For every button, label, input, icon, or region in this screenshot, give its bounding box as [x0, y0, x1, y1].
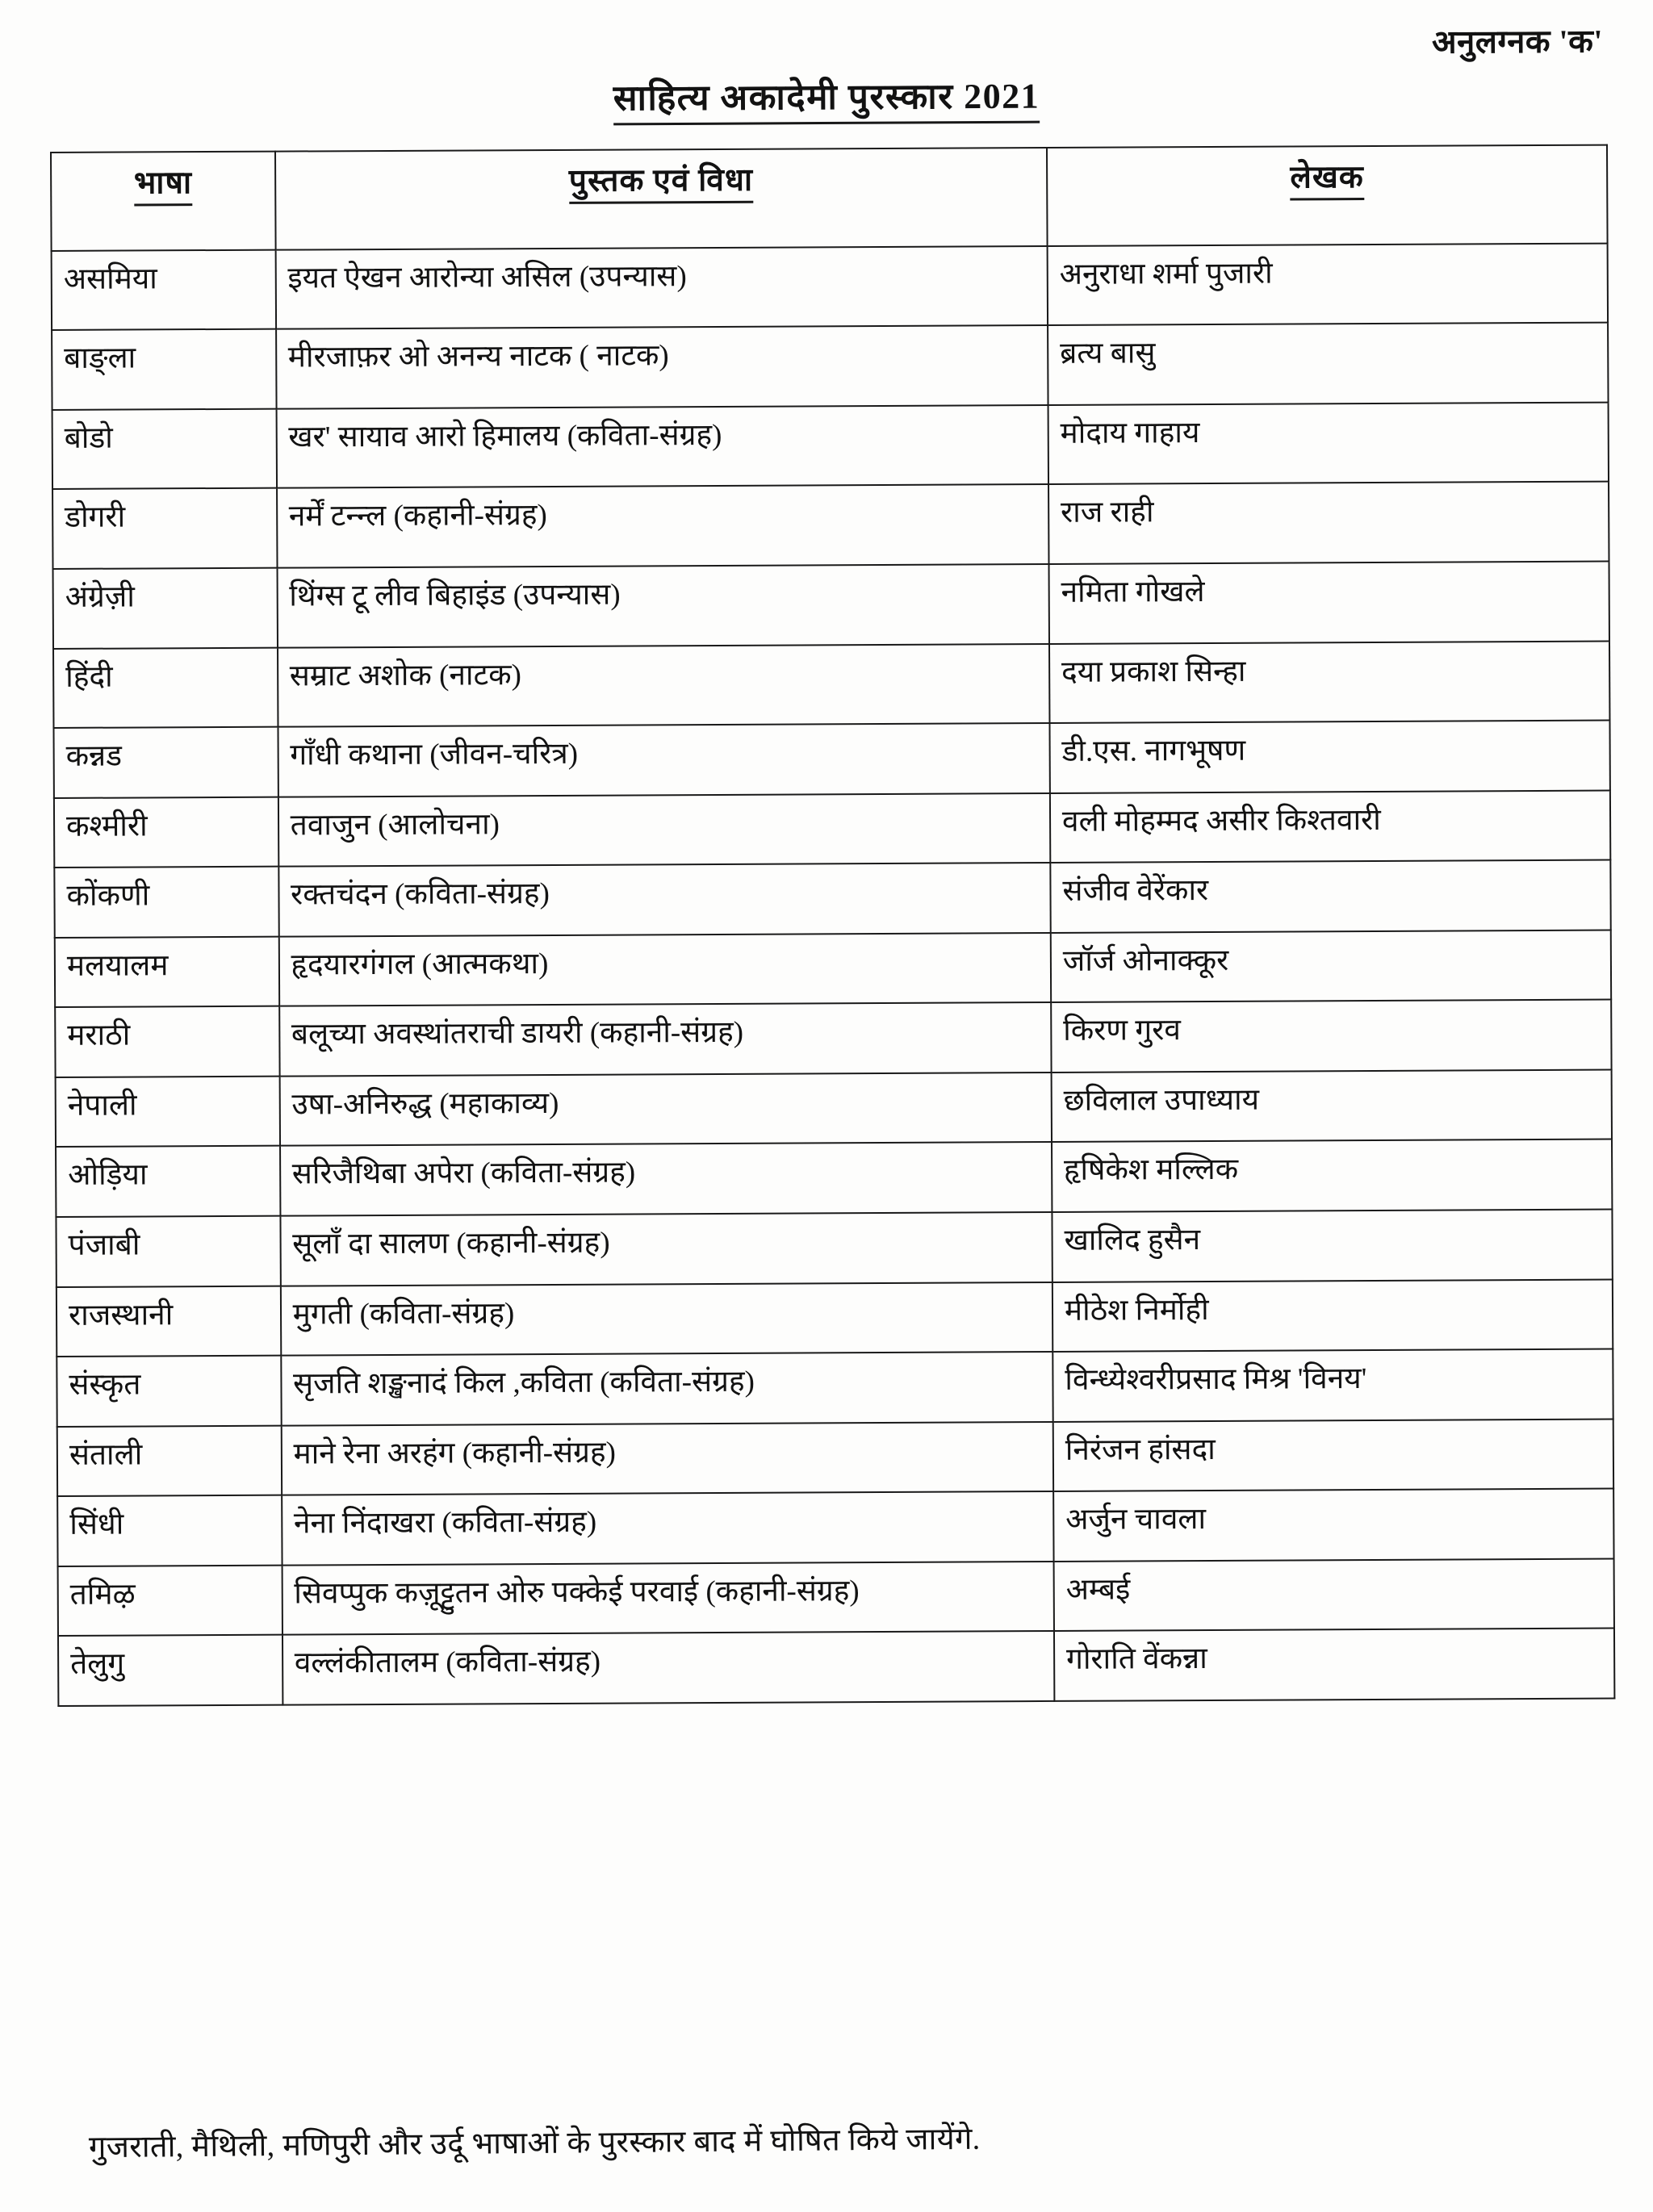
table-row	[52, 323, 1608, 410]
cell-author: किरण गुरव	[1051, 1000, 1612, 1073]
cell-language: हिंदी	[53, 647, 278, 728]
cell-book: सृजति शङ्खनादं किल ,कविता (कविता-संग्रह)	[281, 1352, 1053, 1425]
cell-author: वली मोहम्मद असीर किश्तवारी	[1050, 790, 1611, 863]
cell-author: मोदाय गाहाय	[1048, 403, 1609, 485]
cell-author: अम्बई	[1053, 1558, 1614, 1631]
cell-language: कश्मीरी	[54, 797, 278, 868]
page-title-container	[0, 67, 1653, 129]
cell-book: रक्तचंदन (कविता-संग्रह)	[278, 863, 1051, 936]
cell-language: तेलुगु	[58, 1635, 282, 1706]
table-row	[52, 482, 1609, 569]
cell-author: ब्रत्य बासु	[1048, 323, 1609, 405]
table-row	[57, 1489, 1613, 1566]
cell-language: कोंकणी	[54, 867, 278, 938]
table-row	[56, 1210, 1612, 1287]
cell-language: राजस्थानी	[56, 1286, 281, 1357]
cell-author: हृषिकेश मल्लिक	[1052, 1139, 1613, 1212]
cell-book: सरिजैथिबा अपेरा (कविता-संग्रह)	[280, 1142, 1052, 1215]
footnote-text: गुजराती, मैथिली, मणिपुरी और उर्दू भाषाओं के पुरस्कार बाद में घोषित किये जायेंगे.	[88, 2122, 981, 2165]
column-header-language-label: भाषा	[134, 165, 192, 206]
table-row	[53, 721, 1609, 798]
table-row	[56, 1069, 1612, 1147]
cell-author: गोराति वेंकन्ना	[1054, 1629, 1615, 1701]
cell-book: हृदयारगंगल (आत्मकथा)	[278, 933, 1051, 1006]
cell-language: असमिया	[52, 249, 276, 330]
annexure-label: अनुलग्नक 'क'	[1431, 23, 1604, 61]
table-row	[54, 860, 1610, 938]
cell-language: अंग्रेज़ी	[53, 568, 278, 649]
cell-language: तमिऴ	[58, 1565, 282, 1636]
table-row	[58, 1558, 1614, 1636]
table-row	[56, 1349, 1613, 1427]
cell-author: छविलाल उपाध्याय	[1051, 1069, 1612, 1142]
table-row	[58, 1629, 1614, 1706]
cell-book: सूलाँ दा सालण (कहानी-संग्रह)	[280, 1212, 1052, 1286]
cell-author: राज राही	[1048, 482, 1609, 564]
awards-table-container	[50, 144, 1615, 1707]
cell-language: बाङ्ला	[52, 329, 276, 410]
column-header-book-label: पुस्तक एवं विधा	[569, 163, 753, 204]
cell-author: नमिता गोखले	[1048, 562, 1609, 644]
cell-language: मलयालम	[55, 936, 279, 1007]
cell-book: मीरजाफ़र ओ अनन्य नाटक ( नाटक)	[276, 325, 1048, 408]
table-header	[51, 145, 1608, 251]
cell-book: नर्में टन्न्ल (कहानी-संग्रह)	[277, 484, 1049, 567]
cell-book: बलूच्या अवस्थांतराची डायरी (कहानी-संग्रह)	[279, 1002, 1052, 1076]
cell-author: डी.एस. नागभूषण	[1049, 721, 1610, 793]
cell-language: डोगरी	[52, 488, 277, 569]
cell-book: वल्लंकीतालम (कविता-संग्रह)	[282, 1631, 1055, 1704]
cell-author: निरंजन हांसदा	[1053, 1419, 1614, 1491]
column-header-author	[1047, 145, 1608, 246]
table-row	[55, 930, 1611, 1007]
cell-author: अर्जुन चावला	[1053, 1489, 1614, 1562]
cell-book: थिंग्स टू लीव बिहाइंड (उपन्यास)	[277, 564, 1049, 647]
table-body	[52, 243, 1615, 1705]
table-row	[52, 403, 1609, 490]
cell-book: उषा-अनिरुद्ध (महाकाव्य)	[279, 1073, 1052, 1146]
awards-table	[50, 144, 1615, 1707]
cell-book: इयत ऐखन आरोन्या असिल (उपन्यास)	[275, 246, 1048, 329]
cell-language: नेपाली	[56, 1076, 280, 1147]
cell-author: अनुराधा शर्मा पुजारी	[1047, 243, 1608, 325]
cell-author: संजीव वेरेंकार	[1050, 860, 1611, 933]
cell-author: दया प्रकाश सिन्हा	[1049, 641, 1610, 723]
cell-language: संस्कृत	[56, 1356, 281, 1427]
table-row	[55, 1000, 1611, 1077]
cell-book: गाँधी कथाना (जीवन-चरित्र)	[278, 723, 1050, 797]
cell-book: माने रेना अरहंग (कहानी-संग्रह)	[281, 1422, 1053, 1495]
table-row	[56, 1139, 1612, 1217]
table-row	[57, 1419, 1613, 1496]
cell-language: संताली	[57, 1425, 282, 1496]
cell-author: विन्ध्येश्वरीप्रसाद मिश्र 'विनय'	[1052, 1349, 1613, 1422]
page-title: साहित्य अकादेमी पुरस्कार 2021	[613, 70, 1040, 126]
table-row	[52, 243, 1608, 330]
column-header-author-label: लेखक	[1290, 160, 1364, 200]
cell-book: खर' सायाव आरो हिमालय (कविता-संग्रह)	[276, 405, 1048, 488]
table-row	[54, 790, 1610, 868]
cell-book: मुगती (कविता-संग्रह)	[280, 1282, 1052, 1355]
table-row	[53, 562, 1609, 649]
cell-language: कन्नड	[53, 727, 278, 798]
table-row	[56, 1279, 1613, 1357]
cell-language: मराठी	[55, 1006, 279, 1077]
cell-book: सिवप्पुक कज़ूट्टुतन ओरु पक्केई परवाई (कहानी-संग्रह)	[282, 1562, 1054, 1635]
cell-language: ओड़िया	[56, 1146, 280, 1217]
column-header-book	[275, 148, 1048, 250]
cell-book: तवाजुन (आलोचना)	[278, 793, 1051, 867]
column-header-language	[51, 152, 275, 251]
cell-author: खालिद हुसैन	[1052, 1210, 1613, 1282]
cell-language: सिंधी	[57, 1495, 282, 1566]
cell-author: जॉर्ज ओनाक्कूर	[1051, 930, 1612, 1002]
cell-author: मीठेश निर्मोही	[1052, 1279, 1613, 1352]
table-row	[53, 641, 1609, 728]
table-header-row	[51, 145, 1608, 251]
cell-book: नेना निंदाखरा (कविता-संग्रह)	[282, 1491, 1054, 1565]
cell-book: सम्राट अशोक (नाटक)	[278, 644, 1050, 727]
cell-language: बोडो	[52, 409, 277, 490]
cell-language: पंजाबी	[56, 1216, 280, 1287]
